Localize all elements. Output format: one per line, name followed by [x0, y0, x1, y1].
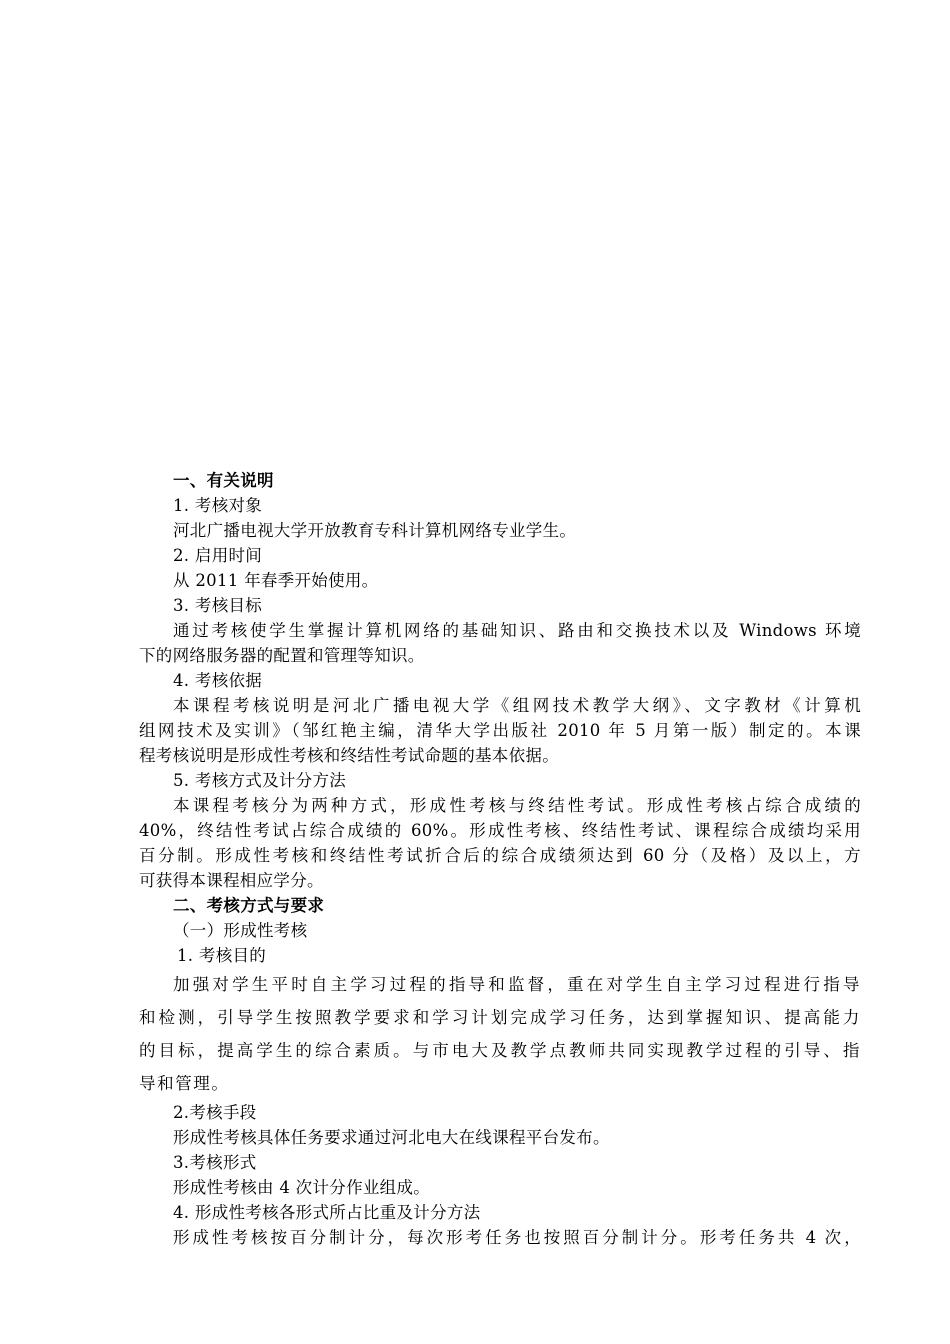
paragraph-line: 组网技术及实训》（邹红艳主编，清华大学出版社 2010 年 5 月第一版）制定的。本课 [139, 721, 861, 740]
paragraph-line: 40%，终结性考试占综合成绩的 60%。形成性考核、终结性考试、课程综合成绩均采用 [139, 821, 861, 840]
paragraph-line: 和检测，引导学生按照教学要求和学习计划完成学习任务，达到掌握知识、提高能力 [139, 1008, 861, 1027]
paragraph-line: 加强对学生平时自主学习过程的指导和监督，重在对学生自主学习过程进行指导 [173, 975, 861, 994]
item-text-start-time: 从 2011 年春季开始使用。 [173, 571, 379, 590]
item-title-exam-goal: 3. 考核目标 [173, 596, 263, 615]
item-title-start-time: 2. 启用时间 [173, 546, 263, 565]
paragraph-line: 可获得本课程相应学分。 [139, 871, 324, 890]
item-title-weight: 4. 形成性考核各形式所占比重及计分方法 [173, 1203, 481, 1222]
paragraph-line: 通过考核使学生掌握计算机网络的基础知识、路由和交换技术以及 Windows 环境 [173, 621, 861, 640]
item-text-exam-target: 河北广播电视大学开放教育专科计算机网络专业学生。 [173, 521, 577, 540]
subsection-heading: （一）形成性考核 [173, 921, 308, 940]
item-title-exam-basis: 4. 考核依据 [173, 671, 263, 690]
item-title-exam-method: 5. 考核方式及计分方法 [173, 771, 347, 790]
paragraph-line: 下的网络服务器的配置和管理等知识。 [139, 646, 425, 665]
item-title-exam-form: 3.考核形式 [173, 1153, 257, 1172]
paragraph-line: 形成性考核按百分制计分，每次形考任务也按照百分制计分。形考任务共 4 次， [173, 1228, 861, 1247]
item-title-exam-target: 1. 考核对象 [173, 496, 263, 515]
paragraph-line: 的目标，提高学生的综合素质。与市电大及教学点教师共同实现教学过程的引导、指 [139, 1041, 861, 1060]
item-title-exam-means: 2.考核手段 [173, 1103, 257, 1122]
paragraph-line: 程考核说明是形成性考核和终结性考试命题的基本依据。 [139, 746, 559, 765]
paragraph-line: 本课程考核说明是河北广播电视大学《组网技术教学大纲》、文字教材《计算机 [173, 696, 861, 715]
document-body [139, 468, 861, 1250]
section-heading-1: 一、有关说明 [173, 471, 274, 490]
item-text-exam-means: 形成性考核具体任务要求通过河北电大在线课程平台发布。 [173, 1128, 610, 1147]
paragraph-line: 本课程考核分为两种方式，形成性考核与终结性考试。形成性考核占综合成绩的 [173, 796, 861, 815]
paragraph-line: 百分制。形成性考核和终结性考试折合后的综合成绩须达到 60 分（及格）及以上，方 [139, 846, 861, 865]
item-text-exam-form: 形成性考核由 4 次计分作业组成。 [173, 1178, 431, 1197]
paragraph-line: 导和管理。 [139, 1074, 230, 1093]
item-title-exam-purpose: 1. 考核目的 [177, 946, 267, 965]
section-heading-2: 二、考核方式与要求 [173, 896, 325, 915]
